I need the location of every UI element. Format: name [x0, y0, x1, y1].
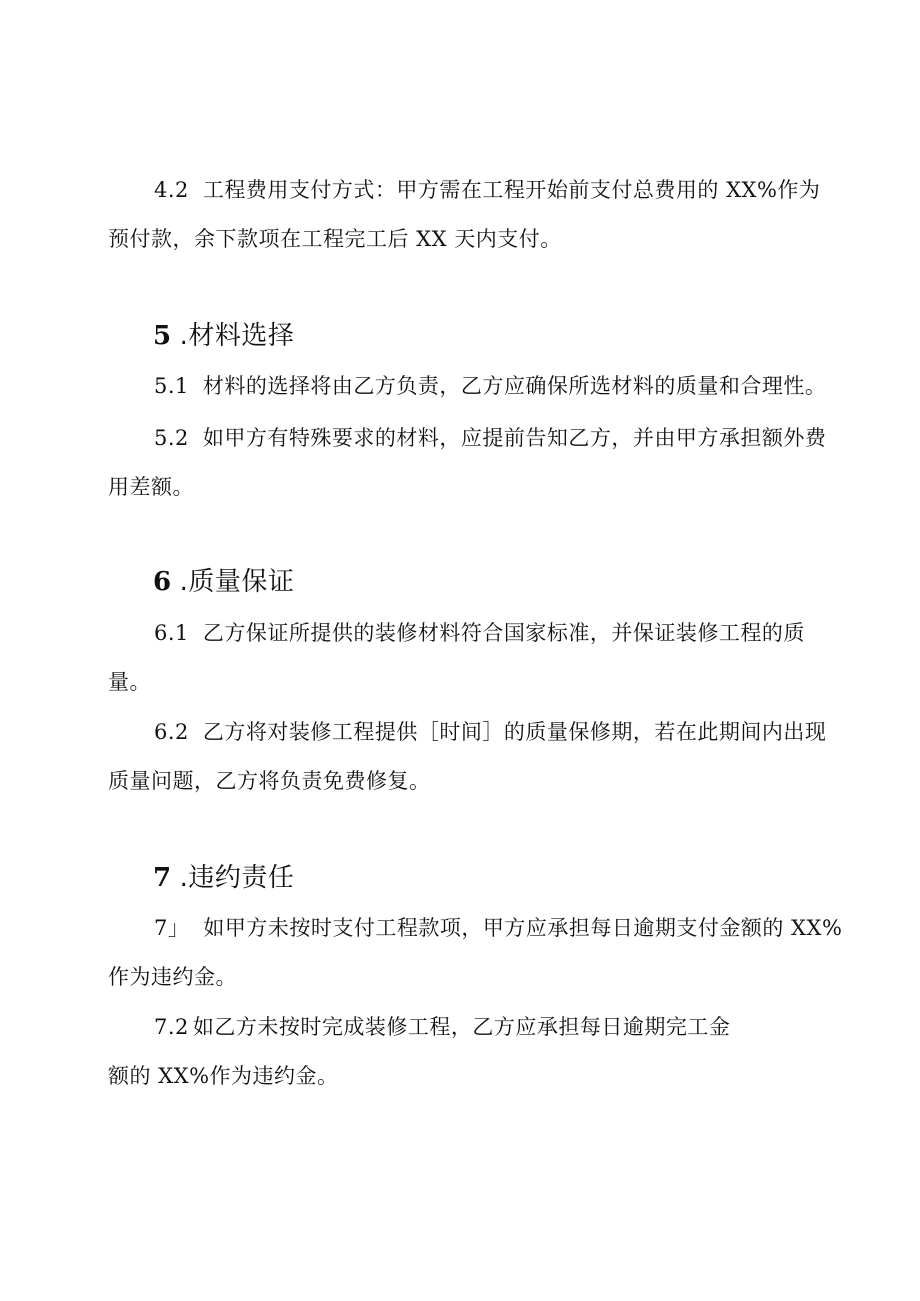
clause-number: 5.1: [154, 374, 189, 398]
section-title: .质量保证: [179, 567, 295, 597]
clause-text: 乙方将对装修工程提供［时间］的质量保修期，若在此期间内出现: [202, 720, 827, 744]
clause-number: 7.2: [154, 1015, 189, 1039]
clause-7-2: [108, 1003, 730, 1101]
section-heading-5: [153, 319, 294, 353]
section-heading-6: [153, 565, 294, 599]
clause-text: 如甲方有特殊要求的材料，应提前告知乙方，并由甲方承担额外费: [202, 426, 827, 450]
clause-4-2: [108, 166, 820, 264]
clause-text-continued: 质量问题，乙方将负责免费修复。: [108, 769, 431, 793]
clause-text: 如乙方未按时完成装修工程，乙方应承担每日逾期完工金: [192, 1015, 731, 1039]
clause-text: 乙方保证所提供的装修材料符合国家标准，并保证装修工程的质: [202, 621, 805, 645]
clause-5-2: [108, 414, 826, 512]
clause-7-1: [108, 904, 842, 1002]
clause-number: 7」: [154, 916, 190, 940]
section-title: .违约责任: [179, 863, 295, 893]
clause-text-continued: 预付款，余下款项在工程完工后 XX 天内支付。: [108, 227, 562, 251]
section-title: .材料选择: [179, 321, 295, 351]
clause-5-1: [108, 362, 826, 411]
section-number: 6: [153, 567, 172, 597]
clause-number: 4.2: [154, 178, 189, 202]
clause-text-continued: 作为违约金。: [108, 965, 237, 989]
section-number: 7: [153, 863, 172, 893]
section-heading-7: [153, 861, 294, 895]
clause-text: 材料的选择将由乙方负责，乙方应确保所选材料的质量和合理性。: [202, 374, 827, 398]
clause-6-2: [108, 708, 826, 806]
section-number: 5: [153, 321, 172, 351]
clause-text-continued: 额的 XX%作为违约金。: [108, 1064, 339, 1088]
clause-text-continued: 用差额。: [108, 475, 194, 499]
clause-number: 6.2: [154, 720, 189, 744]
clause-text: 如甲方未按时支付工程款项，甲方应承担每日逾期支付金额的 XX%: [203, 916, 843, 940]
clause-number: 5.2: [154, 426, 189, 450]
clause-text-continued: 量。: [108, 670, 151, 694]
clause-6-1: [108, 609, 805, 707]
clause-number: 6.1: [154, 621, 189, 645]
clause-text: 工程费用支付方式：甲方需在工程开始前支付总费用的 XX%作为: [202, 178, 821, 202]
